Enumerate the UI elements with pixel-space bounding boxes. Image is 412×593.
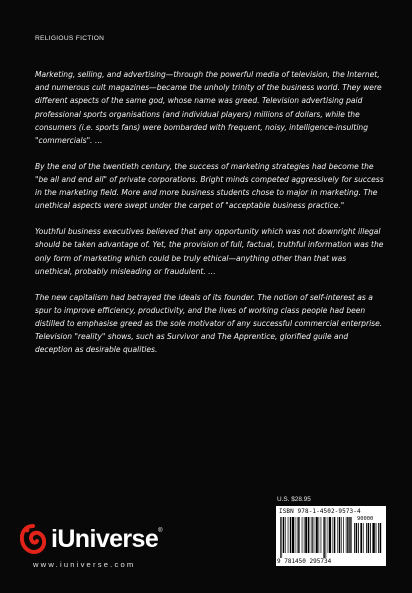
barcode-bar [326,517,327,558]
barcode-bar [280,517,281,558]
blurb-paragraph-4: The new capitalism had betrayed the ideals of its founder. The notion of self-interest as a spur to improve efficiency, productivity, and the lives of working class people had been distilled to emphasise greed as the sole motivator of any successful commercial enterprise. Television "reality" shows, such as Survivor and The Apprentice, glorified guile and deception as desirable qualities. [35,292,383,355]
barcode-bar [314,517,315,553]
barcode-bar [304,517,305,553]
barcode-bar [302,517,303,553]
barcode-bar [358,523,359,553]
publisher-logo [20,520,162,558]
blurb-paragraph-1: Marketing, selling, and advertising—through the powerful media of television, the Internet, and numerous cult magazines—became the unholy trinity of the business world. They were different aspects of the same god, whose name was greed. Television advertising paid professional sports organisations (and individual players) millions of dollars, while the consumers (i.e. sports fans) were bombarded with frequent, noisy, intelligence-insulting "commercials". … [35,70,382,146]
barcode-bar [368,523,370,553]
barcode-bar [319,517,320,553]
barcode-bar [346,517,347,553]
addon-digits: 90000 [357,516,374,522]
barcode-bar [295,517,296,553]
barcode-bar [312,517,313,553]
barcode-bar [341,517,342,553]
blurb-paragraph-3: Youthful business executives believed that any opportunity which was not downright illegal should be taken advantage of. Yet, the provision of full, factual, truthful information was the only form of marketing which could be truly ethical—anything other than that was unethical, probably misleading or fraudulent. … [35,227,384,276]
barcode-bar [337,517,338,553]
blurb-paragraph-2: By the end of the twentieth century, the success of marketing strategies had become the "be all and end all" of private corporations. Bright minds competed aggressively for success in the marketing field. More and more business students chose to major in marketing. The unethical aspects were swept under the carpet of "acceptable business practice." [35,161,384,211]
barcode-bar [311,517,312,553]
blurb [35,68,385,369]
barcode-bar [297,517,298,553]
barcode-bar [370,523,371,553]
barcode-bar [308,517,309,553]
barcode-bar [323,517,324,558]
ean-digits: 9 781450 295734 [277,558,332,565]
barcode-bar [354,523,355,553]
barcode-bar [363,523,364,553]
barcode-bar [349,517,350,553]
barcode-bar [380,523,382,553]
barcode-bar [292,517,294,553]
barcode [276,506,386,566]
barcode-bar [347,517,348,553]
barcode-bar [333,517,334,553]
barcode-bar [298,517,299,553]
barcode-bar [288,517,289,553]
addon-barcode-bars [354,523,382,558]
barcode-bar [328,517,329,553]
publisher-name: iUniverse® [51,524,162,553]
iuniverse-swirl-icon [20,524,46,554]
barcode-bar [366,523,367,553]
barcode-bar [360,523,362,553]
barcode-bar [290,517,291,553]
barcode-bar [283,517,284,553]
barcode-bar [316,517,318,553]
barcode-bar [376,523,377,553]
barcode-bar [305,517,307,553]
genre-label: RELIGIOUS FICTION [35,35,105,42]
barcode-bar [351,517,352,553]
barcode-bar [329,517,331,553]
barcode-bar [339,517,340,553]
barcode-bar [372,523,374,553]
barcode-bar [281,517,282,558]
barcode-bar [321,517,322,553]
barcode-bar [285,517,286,553]
barcode-bar [378,523,379,553]
barcode-bar [356,523,358,553]
barcode-bar [343,517,344,553]
ean-barcode-bars [280,517,352,558]
price-label: U.S. $28.95 [277,496,311,503]
barcode-bar [334,517,335,553]
isbn-text: ISBN 978-1-4502-9573-4 [279,508,361,515]
publisher-website: www.iuniverse.com [33,560,136,569]
